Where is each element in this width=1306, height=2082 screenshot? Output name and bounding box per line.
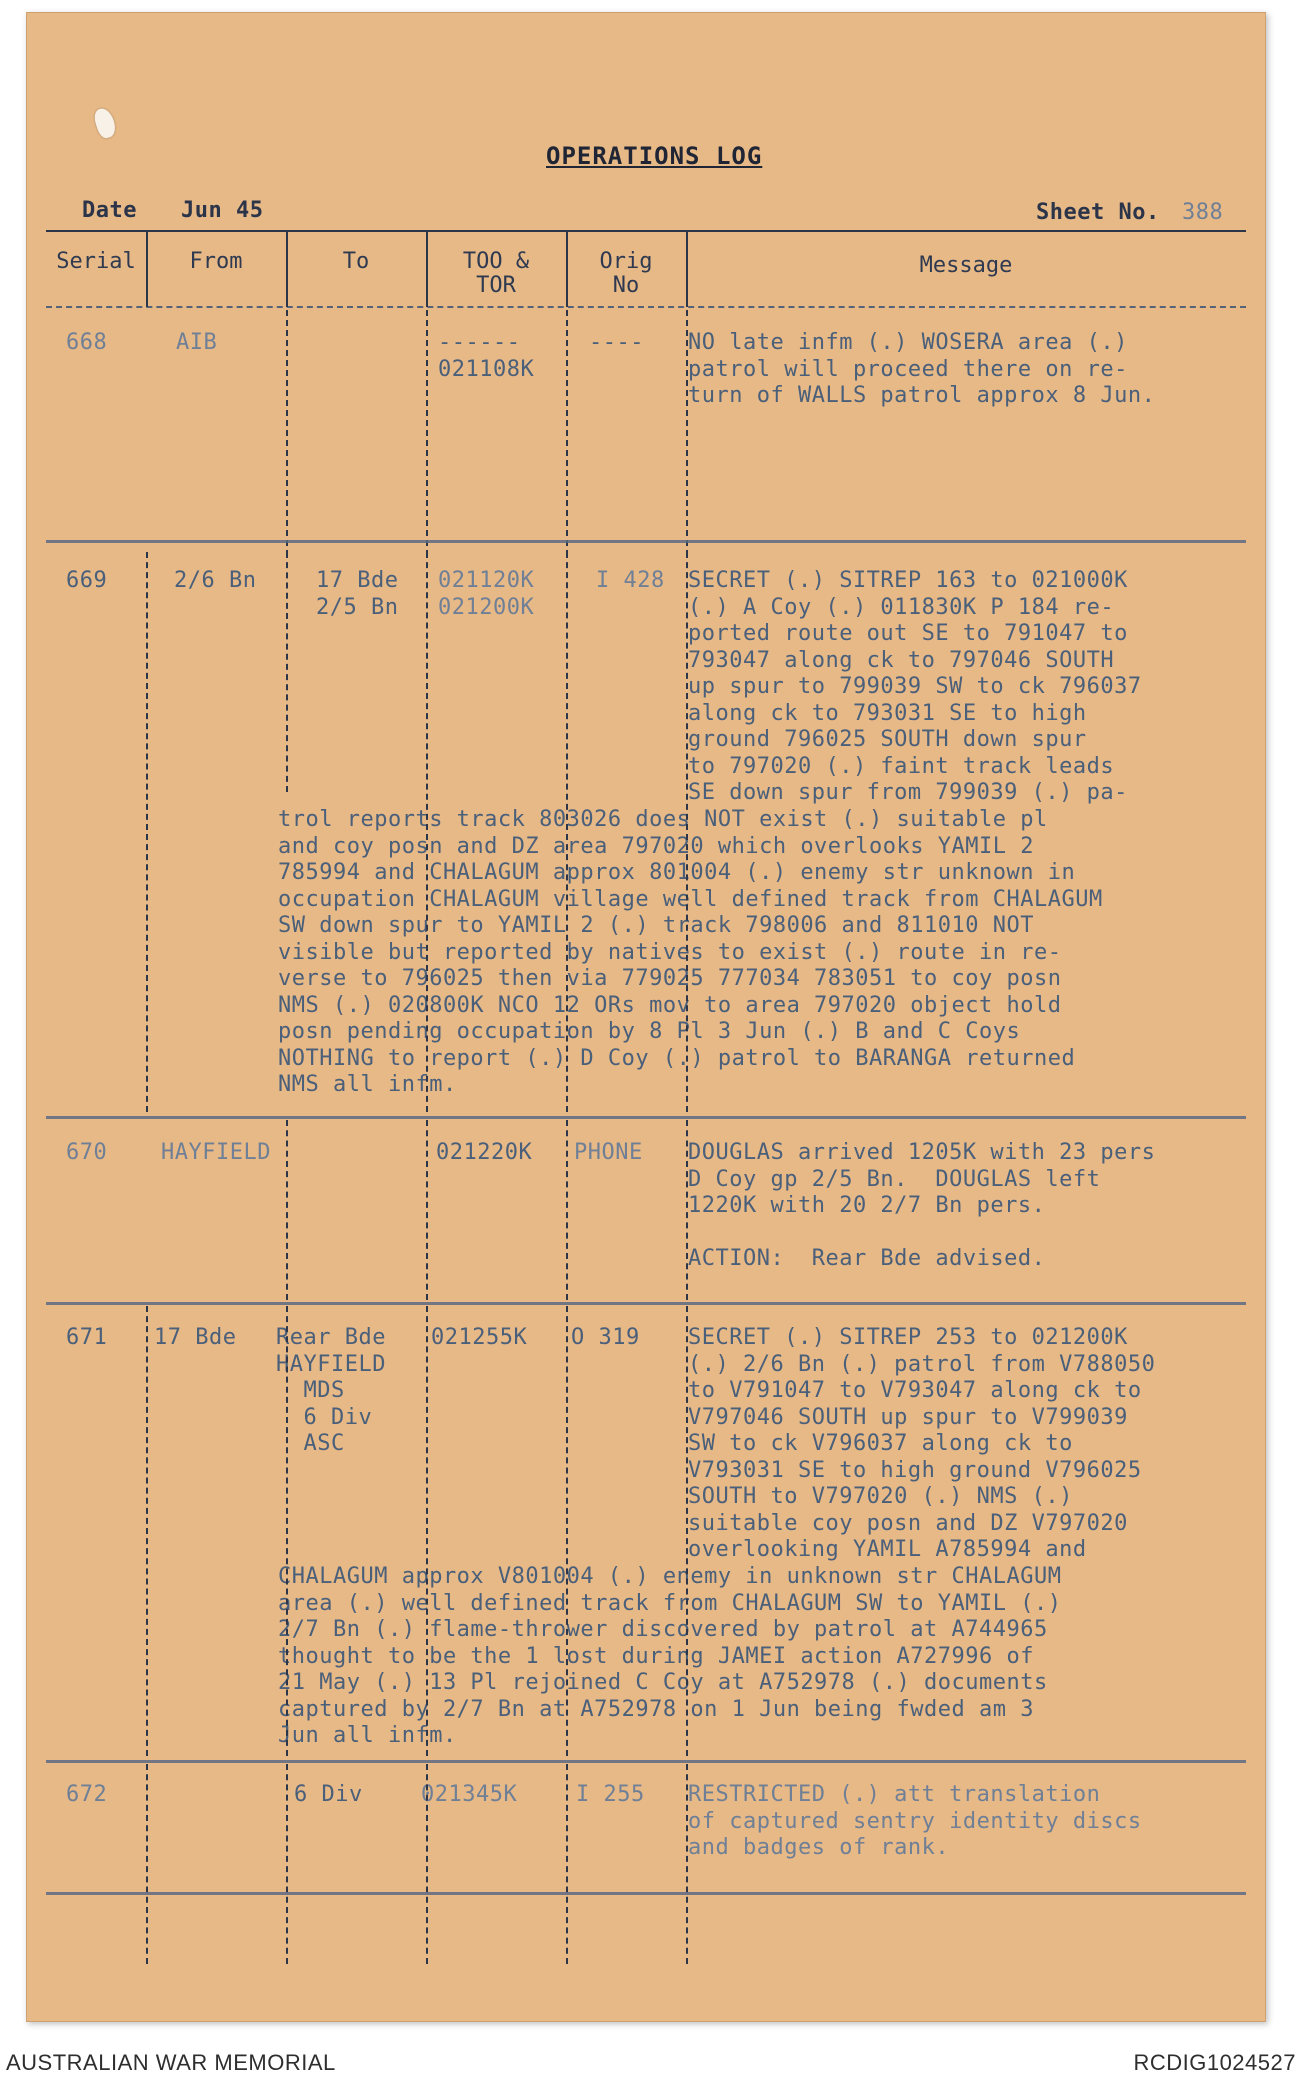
col-divider xyxy=(686,1306,688,1756)
col-divider xyxy=(426,232,428,307)
col-divider xyxy=(146,232,148,307)
col-divider xyxy=(286,1764,288,1964)
col-divider xyxy=(686,1120,688,1300)
bottom-rule xyxy=(46,1892,1246,1895)
entry-too-tor: ------ 021108K xyxy=(438,330,535,382)
entry-to: 17 Bde 2/5 Bn xyxy=(316,568,399,620)
col-divider xyxy=(566,310,568,556)
entry-too-tor: 021220K xyxy=(436,1140,533,1165)
col-too-tor-header: TOO & TOR xyxy=(462,249,530,298)
col-divider xyxy=(566,1764,568,1964)
entry-to: 6 Div xyxy=(294,1782,363,1807)
col-divider xyxy=(146,1764,148,1964)
col-divider xyxy=(286,1120,288,1300)
footer-source: AUSTRALIAN WAR MEMORIAL xyxy=(6,2050,336,2075)
date-value: Jun 45 xyxy=(181,198,264,223)
entry-from: 17 Bde xyxy=(154,1325,237,1350)
col-from-header: From xyxy=(189,249,243,274)
col-divider xyxy=(286,232,288,307)
col-divider xyxy=(566,1306,568,1756)
entry-from: 2/6 Bn xyxy=(174,568,257,593)
header-top-rule xyxy=(46,230,1246,232)
entry-serial: 670 xyxy=(66,1140,108,1165)
entry-orig-no: I 428 xyxy=(596,568,665,593)
header-bottom-rule xyxy=(46,306,1246,308)
entry-message: NO late infm (.) WOSERA area (.) patrol will proceed there on re- turn of WALLS patrol approx 8 Jun. xyxy=(688,330,1156,408)
entry-message: SECRET (.) SITREP 253 to 021200K (.) 2/6 Bn (.) patrol from V788050 to V791047 to V793047 along ck to V797046 SOUTH up spur to V799039 SW to ck V796037 along ck to V793031 SE to high ground V796025 SOUTH to V797020 (.) NMS (.) suitable coy posn and DZ V797020 overlooking YAMIL A785994 and xyxy=(688,1325,1156,1562)
document-page xyxy=(26,12,1266,2022)
entry-too-tor: 021255K xyxy=(431,1325,528,1350)
col-divider xyxy=(146,1306,148,1756)
entry-orig-no: PHONE xyxy=(574,1140,643,1165)
col-to-header: To xyxy=(342,249,370,274)
punch-hole xyxy=(92,106,118,140)
col-divider xyxy=(426,552,428,1112)
col-message-header: Message xyxy=(919,253,1013,278)
col-orig-no-header: Orig No xyxy=(599,249,653,298)
entry-serial: 671 xyxy=(66,1325,108,1350)
entry-message: RESTRICTED (.) att translation of captured sentry identity discs and badges of rank. xyxy=(688,1782,1142,1860)
entry-serial: 668 xyxy=(66,330,108,355)
col-divider xyxy=(566,232,568,307)
entry-separator xyxy=(46,1760,1246,1763)
col-divider xyxy=(286,552,288,792)
col-divider xyxy=(686,310,688,556)
entry-serial: 672 xyxy=(66,1782,108,1807)
entry-too-tor: 021345K xyxy=(421,1782,518,1807)
col-divider xyxy=(286,1306,288,1756)
entry-serial: 669 xyxy=(66,568,108,593)
footer-id: RCDIG1024527 xyxy=(1133,2050,1296,2075)
col-divider xyxy=(426,1306,428,1756)
sheet-number: 388 xyxy=(1182,200,1224,225)
col-serial-header: Serial xyxy=(56,249,136,274)
date-label: Date xyxy=(82,198,137,223)
entry-orig-no: ---- xyxy=(589,330,644,355)
col-divider xyxy=(426,1764,428,1964)
entry-too-tor: 021120K 021200K xyxy=(438,568,535,620)
entry-separator xyxy=(46,1116,1246,1119)
entry-to: Rear Bde HAYFIELD MDS 6 Div ASC xyxy=(276,1325,386,1456)
sheet-label: Sheet No. xyxy=(1036,200,1160,225)
entry-orig-no: O 319 xyxy=(571,1325,640,1350)
entry-message-continuation: CHALAGUM approx V801004 (.) enemy in unknown str CHALAGUM area (.) well defined track from CHALAGUM SW to YAMIL (.) 2/7 Bn (.) flame-thrower discovered by patrol at A744965 thought to be the 1 lost during JAMEI action A727996 of 21 May (.) 13 Pl rejoined C Coy at A752978 (.) documents captured by 2/7 Bn at A752978 on 1 Jun being fwded am 3 Jun all infm. xyxy=(278,1564,1062,1748)
col-divider xyxy=(426,310,428,556)
entry-message: SECRET (.) SITREP 163 to 021000K (.) A Coy (.) 011830K P 184 re- ported route out SE to 791047 to 793047 along ck to 797046 SOUTH up spur to 799039 SW to ck 796037 along ck to 793031 SE to high ground 796025 SOUTH down spur to 797020 (.) faint track leads SE down spur from 799039 (.) pa- xyxy=(688,568,1142,805)
entry-separator xyxy=(46,540,1246,543)
entry-message-continuation: trol reports track 803026 does NOT exist (.) suitable pl and coy posn and DZ area 797020 which overlooks YAMIL 2 785994 and CHALAGUM approx 801004 (.) enemy str unknown in occupation CHALAGUM village well defined track from CHALAGUM SW down spur to YAMIL 2 (.) track 798006 and 811010 NOT visible but reported by natives to exist (.) route in re- verse to 796025 then via 779025 777034 783051 to coy posn NMS (.) 020800K NCO 12 ORs mov to area 797020 object hold posn pending occupation by 8 Pl 3 Jun (.) B and C Coys NOTHING to report (.) D Coy (.) patrol to BARANGA returned NMS all infm. xyxy=(278,807,1103,1097)
col-divider xyxy=(286,310,288,556)
col-divider xyxy=(566,552,568,1112)
page-title: OPERATIONS LOG xyxy=(546,142,763,170)
entry-from: HAYFIELD xyxy=(161,1140,271,1165)
entry-orig-no: I 255 xyxy=(576,1782,645,1807)
entry-separator xyxy=(46,1302,1246,1305)
entry-message: DOUGLAS arrived 1205K with 23 pers D Coy gp 2/5 Bn. DOUGLAS left 1220K with 20 2/7 Bn pers. ACTION: Rear Bde advised. xyxy=(688,1140,1156,1271)
col-divider xyxy=(686,232,688,307)
col-divider xyxy=(686,1764,688,1964)
col-divider xyxy=(566,1120,568,1300)
col-divider xyxy=(426,1120,428,1300)
entry-from: AIB xyxy=(176,330,218,355)
col-divider xyxy=(686,552,688,1112)
col-divider xyxy=(146,552,148,1112)
